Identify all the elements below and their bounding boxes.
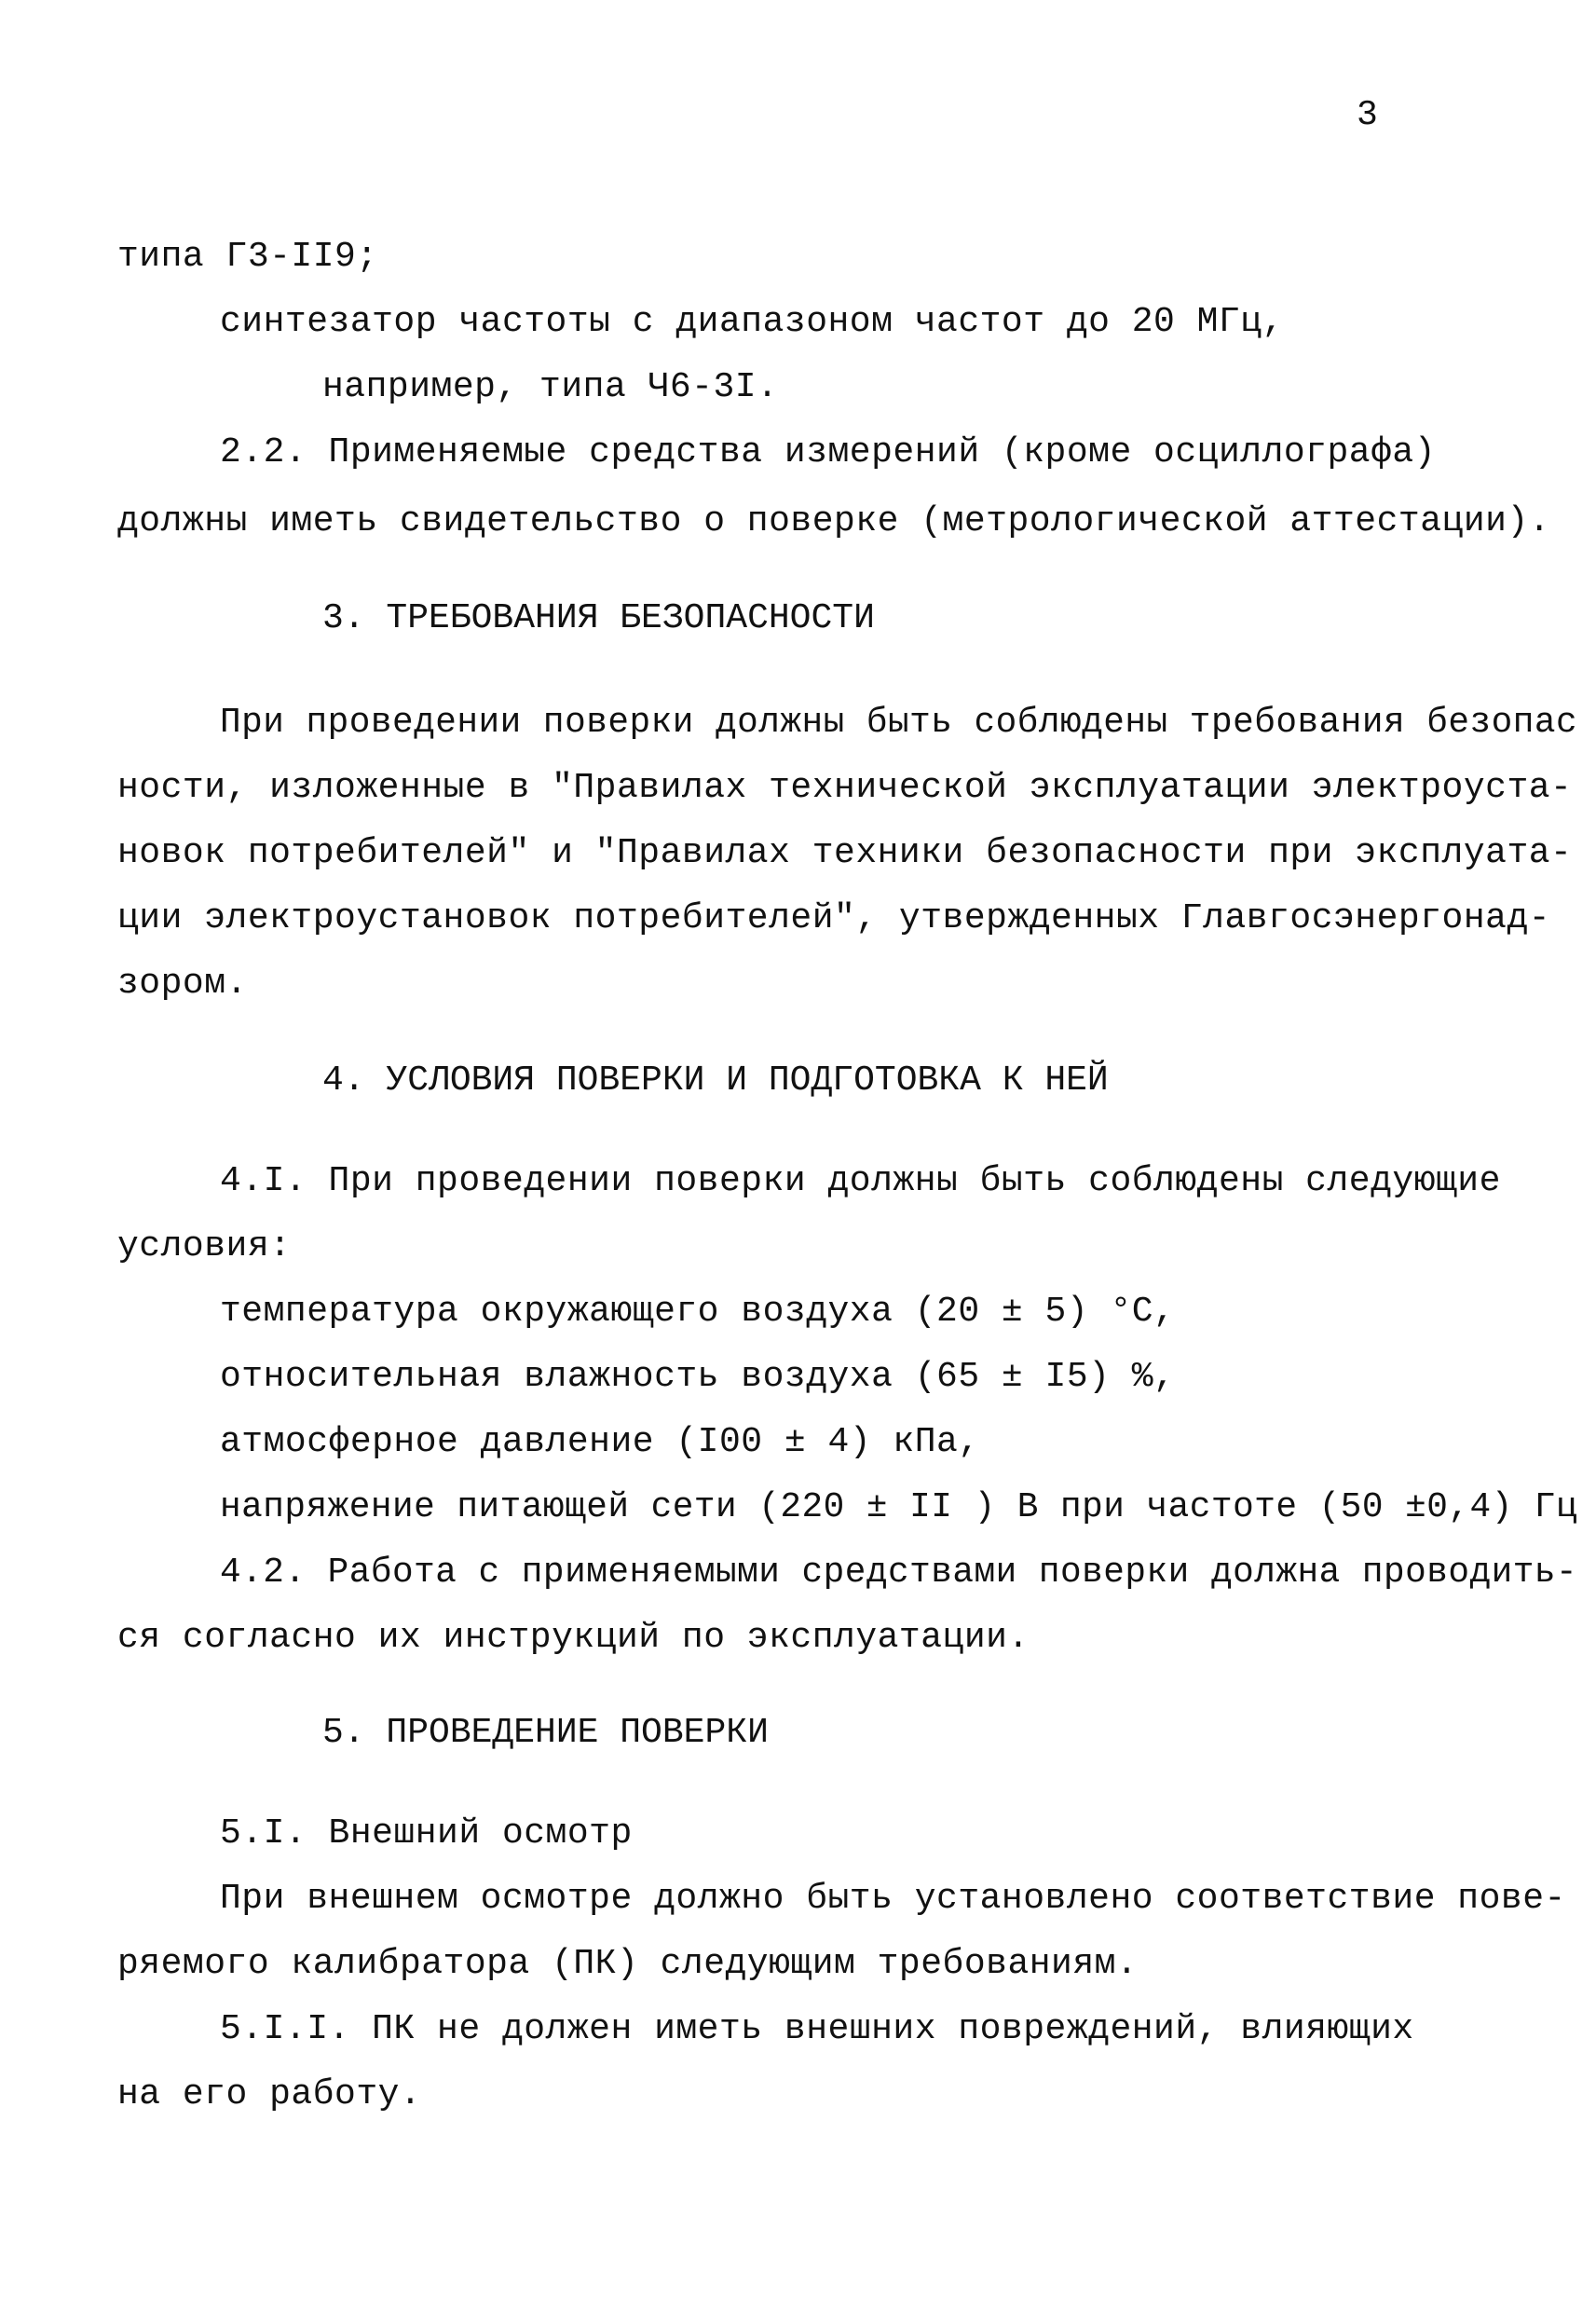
section-heading-3: 3. ТРЕБОВАНИЯ БЕЗОПАСНОСТИ [322, 598, 875, 638]
text-line: например, типа Ч6-3I. [322, 367, 779, 407]
text-line: типа Г3-II9; [117, 237, 378, 277]
text-line: ся согласно их инструкций по эксплуатации. [117, 1618, 1030, 1658]
text-line: ности, изложенные в "Правилах технической эксплуатации электроуста- [117, 768, 1573, 808]
condition-temperature: температура окружающего воздуха (20 ± 5) °С, [220, 1292, 1176, 1332]
paragraph-4-1: 4.I. При проведении поверки должны быть соблюдены следующие [220, 1161, 1501, 1201]
condition-humidity: относительная влажность воздуха (65 ± I5) %, [220, 1357, 1176, 1397]
text-line: должны иметь свидетельство о поверке (метрологической аттестации). [117, 501, 1551, 541]
text-line: зором. [117, 964, 248, 1004]
text-line: новок потребителей" и "Правилах техники безопасности при эксплуата- [117, 833, 1573, 873]
paragraph-4-2: 4.2. Работа с применяемыми средствами поверки должна проводить- [220, 1553, 1578, 1593]
paragraph-3: При проведении поверки должны быть соблюдены требования безопас [220, 703, 1578, 743]
text-line: ции электроустановок потребителей", утвержденных Главгосэнергонад- [117, 898, 1551, 938]
section-heading-5: 5. ПРОВЕДЕНИЕ ПОВЕРКИ [322, 1713, 769, 1753]
condition-voltage: напряжение питающей сети (220 ± II ) В при частоте (50 ±0,4) Гц [220, 1487, 1578, 1527]
text-line: условия: [117, 1226, 292, 1266]
text-line: на его работу. [117, 2074, 422, 2114]
page-number: 3 [1357, 95, 1379, 135]
subsection-heading-5-1: 5.I. Внешний осмотр [220, 1813, 633, 1854]
paragraph-2-2: 2.2. Применяемые средства измерений (кроме осциллографа) [220, 432, 1437, 472]
text-line: ряемого калибратора (ПК) следующим требованиям. [117, 1944, 1139, 1984]
text-line: синтезатор частоты с диапазоном частот до 20 МГц, [220, 302, 1284, 342]
section-heading-4: 4. УСЛОВИЯ ПОВЕРКИ И ПОДГОТОВКА К НЕЙ [322, 1060, 1109, 1101]
condition-pressure: атмосферное давление (I00 ± 4) кПа, [220, 1422, 980, 1462]
paragraph-5-1-1: 5.I.I. ПК не должен иметь внешних повреждений, влияющих [220, 2009, 1414, 2049]
paragraph-5-1: При внешнем осмотре должно быть установлено соответствие пове- [220, 1879, 1566, 1919]
